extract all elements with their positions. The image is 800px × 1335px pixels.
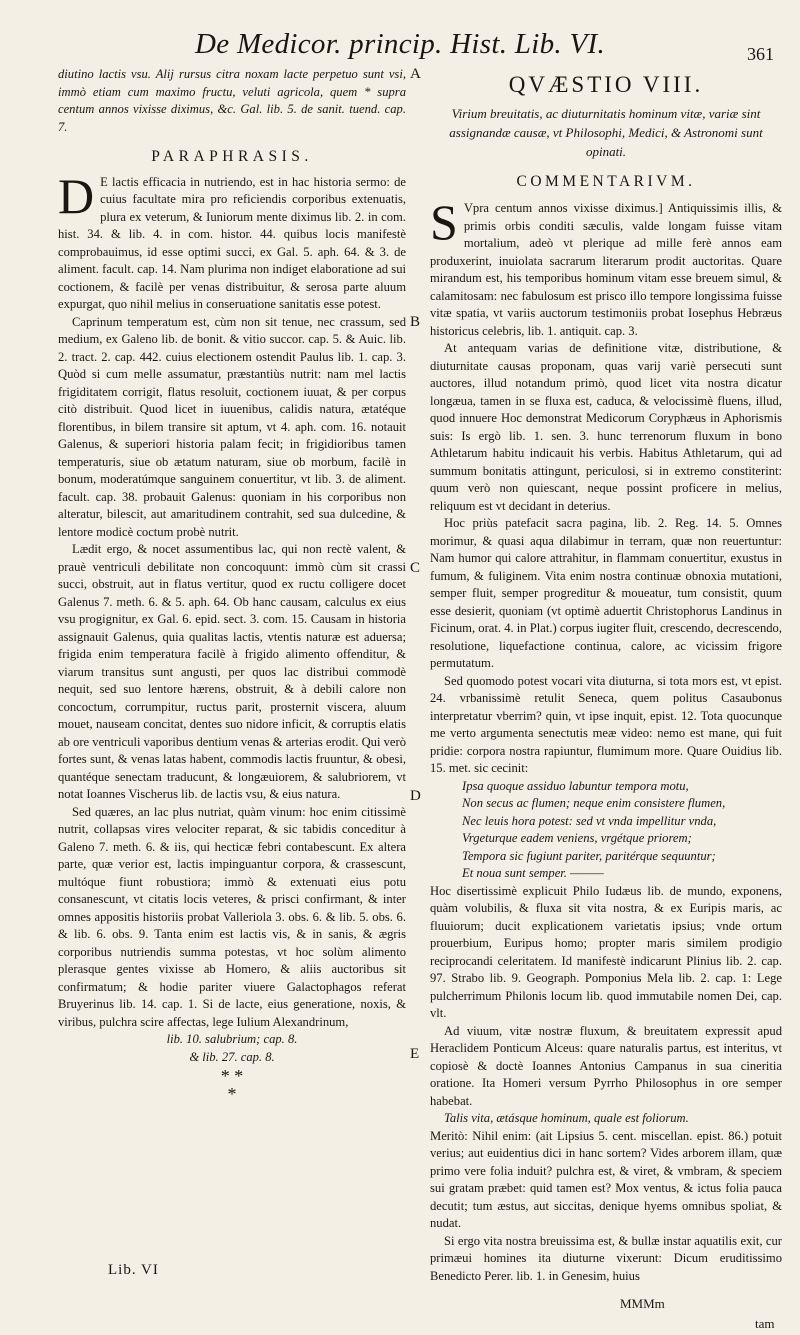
- left-intro-text: diutino lactis vsu. Alij rursus citra noxam lacte perpetuo sunt vsi, immò etiam cum maximo fructu, veluti agricola, quem * supra centum annos vixisse diximus, &c. Gal. lib. 5. de sanit. tuend. cap. 7.: [58, 67, 406, 134]
- verse-line: Vrgeturque eadem veniens, vrgétque priorem;: [462, 831, 692, 845]
- right-paragraph-6: Ad viuum, vitæ nostræ fluxum, & breuitatem expressit apud Heraclidem Ponticum Alceus: quare naturalis partus, est interitus, vt copiosè & doctè Ioannes Antonius Campanus in sua cineritia oratione. Ita Homeri versum Pyrrho Philosophus in ore semper habebat.: [430, 1023, 782, 1108]
- margin-letter-b: B: [410, 314, 421, 330]
- verse-line: Et noua sunt semper. ———: [462, 866, 604, 880]
- right-paragraph-4: Sed quomodo potest vocari vita diuturna, si tota mors est, vt epist. 24. vrbanissimè retulit Seneca, quem politus Casaubonus interpretatur vberrim? quin, vt ipse inquit, epist. 12. Tota quocunque me verto argumenta senectutis meæ video: nemo est mane, qui fuit pridie: corpora nostra rapiuntur, flumimum more. Quare Ouidius lib. 15. met. sic cecinit:: [430, 673, 782, 775]
- left-paragraph-1-text: E lactis efficacia in nutriendo, est in hac historia sermo: de cuius facultate mira pro reficiendis corporibus extenuatis, plura ex veterum, & Iuniorum mente diximus lib. 2. in com. hist. 34. & lib. 4. in com. histor. 44. quibus locis manifestè comprobauimus, id esse optimi succi, ex Gal. 5. aph. 64. & 3. de aliment. facult. cap. 14. Nam plurima non indiget elaboratione ad sui coctionem, & facilè per venas distribuitur, & serosa parte aluum expurgat, quo nihil melius in conseruatione sanitatis esse potest.: [58, 174, 406, 311]
- right-paragraph-3: Hoc priùs patefacit sacra pagina, lib. 2. Reg. 14. 5. Omnes morimur, & quasi aqua dilabimur in terram, quæ non reuertuntur: Nam humor qui calore attrahitur, in flammam conuertitur, exustus in fumum, & fuliginem. Vita enim nostra continuæ obnoxia mutationi, semper fluit, semper progreditur & moueatur, tum consistit, quum esse desierit, quoniam (vt optimè aduertit Christophorus Landinus in Ficinum, orat. 4. in Plat.) corpus iugiter fluit, crescendo, decrescendo, resolutione, liquefactione continua, calore, ac vicissim frigore permutatum.: [430, 516, 782, 670]
- left-paragraph-4: Sed quæres, an lac plus nutriat, quàm vinum: hoc enim citissimè nutrit, collapsas vires velociter reparat, & sic tabidis conceditur à Galeno 7. meth. 6. & iis, qui hecticæ febri contabescunt. Ex altera parte, quæ verior est, lactis impinguantur corpora, & crassescunt, multóque fiunt robustiora; immò & extenuati eius potu consanescunt, vt citatis locis veteres, & prisci confirmant, & inter omnes appositis historiis probat Valleriola 3. obs. 6. & lib. 5. obs. 6. & lib. 6. obs. 9. Tanta enim est lactis vis, & in sanis, & ægris corporibus nutriendis summa potestas, vt hoc solùm alimento plerasque gentes vixisse ab Homero, & aliis auctoribus sit confirmatum; & hodie pariter viuere Galactophagos referat Bruyerinus lib. 14. cap. 1. Si de lacte, eius generatione, noxis, & viribus, pulchra scire affectas, lege Iulium Alexandrinum,: [58, 804, 406, 1029]
- left-paragraph-1: [58, 167, 406, 314]
- right-paragraph-2: At antequam varias de definitione vitæ, distributione, & diuturnitate causas proponam, quas varij variè persecuti sunt auctores, illud notandum primò, quod licet vita nostra dicatur longæua, tamen in se fluxa est, caduca, & velocissimè fluens, illud, quod innuere Hoc demonstrat Medicorum Coryphæus in Aphorismis suis: Is ergò lib. 1. sen. 3. hunc terrenorum fluxum in bono Athletarum habitu indicauit his verbis. Habitus Athletarum, qui ad summum bonitatis attingunt, periculosi, si in extremo constiterint: quum verò non quiescant, neque possint proficere in melius, reliquum est vt decidant in deterius.: [430, 341, 782, 513]
- commentarium-heading: COMMENTARIVM.: [516, 172, 696, 190]
- left-paragraph-2: Caprinum temperatum est, cùm non sit tenue, nec crassum, sed medium, ex Galeno lib. de bonit. & vitio succor. cap. 5. & Auic. lib. 2. tract. 2. cap. 442. cuius electionem ostendit Paulus lib. 1. cap. 3. Quòd si cum melle assumatur, præstantiùs nutrit: nam mel lactis frigiditatem corrigit, flatus resoluit, coctionem iuuat, & per corpus citò distribuit. Quod licet in iuuenibus, calidis natura, ætatéque florentibus, in bilem transire sit aptum, vt 4. aph. com. 16. notauit Galenus, & superiori historia palam fecit; in frigidioribus tamen temperaturis, siue ob ætatum naturam, siue ob morbum, facilè in bonum, moderatúmque sanguinem conuertitur, vt lib. 3. de aliment. facult. cap. 38. probauit Galenus: quoniam in his corporibus non alteratur, bilescit, aut amaritudinem contrahit, sed sua dulcedine, & lentore modicè coctum probè nutrit.: [58, 314, 406, 539]
- right-column: [430, 66, 782, 1285]
- paraphrasis-heading: PARAPHRASIS.: [151, 148, 313, 165]
- running-head: De Medicor. princip. Hist. Lib. VI.: [194, 28, 605, 60]
- left-catchword: Lib. VI: [108, 1262, 159, 1278]
- right-paragraph-5: Hoc disertissimè explicuit Philo Iudæus lib. de mundo, exponens, quàm volubilis, & fluxa sit vita nostra, & ex Euripis maris, ac fluuiorum; ducit explicationem varietatis ipsius; vnde ortum prouerbium, Euripus homo; propter maris similem prodigio reciprocandi celeritatem. Id manifestè indicarunt Plinius lib. 2. cap. 97. Strabo lib. 9. Geograph. Pomponius Mela lib. 2. cap. 1: Lege pulcherrimum Philonis locum lib. quod immutabile nomen Dei, cap. vlt.: [430, 883, 782, 1020]
- verse-line: Ipsa quoque assiduo labuntur tempora motu,: [462, 778, 689, 793]
- ovid-verse: [430, 778, 782, 883]
- right-paragraph-8: Meritò: Nihil enim: (ait Lipsius 5. cent. miscellan. epist. 86.) potuit verius; aut euidentius dici in hanc sortem? Vides arborem illam, quæ primo vere folia induit? pulchra est, & viret, & vmbram, & speciem sui gratam præbet: quid tamen est? Mox ventus, & ictus folia pauca decutit; tum æstus, aut siccitas, denique hyems omnibus spoliat, & nudat.: [430, 1128, 782, 1230]
- drop-cap-d: D: [58, 167, 95, 224]
- quaestio-heading: QVÆSTIO VIII.: [508, 72, 704, 97]
- margin-letter-d: D: [410, 788, 421, 804]
- page-number: 361: [747, 44, 774, 64]
- right-catchword: tam: [755, 1316, 775, 1331]
- right-paragraph-1-text: Vpra centum annos vixisse diximus.] Antiquissimis illis, & primis orbis conditi sæculis, valde longam fuisse vitam mortalium, adeò vt plerique ad mille ferè annos eam produxerint, inuiolata sacrarum literarum prodit auctoritas. Quare mirandum est, his temporibus hominum vitam esse breuem simul, & calamitosam: nec fabulosum est prisco illo tempore longissima fuisse vitæ spatia, vt variis auctorum testimoniis probat Iosephus Hebræus historicus celebris, lib. 1. antiquit. cap. 3.: [430, 201, 782, 338]
- right-paragraph-1: [430, 194, 782, 340]
- margin-letter-e: E: [410, 1046, 420, 1062]
- verse-line: Tempora sic fugiunt pariter, paritérque sequuntur;: [462, 848, 716, 863]
- left-paragraph-3: Lædit ergo, & nocet assumentibus lac, qui non rectè valent, & prauè ventriculi debilitate non concoquunt: immò cùm sit crassi succi, obstruit, aut in flatus vertitur, quod ex ructu colligere docet Galenus 7. meth. 6. & 5. aph. 64. Ob hanc causam, calculus ex eius vsu progignitur, ex Gal. 6. epid. sect. 3. com. 15. Causam in historia assignauit Galenus, quia qualitas lactis, vtentis naturæ est aduersa; frigida enim temperatura facilè à frigido alimento offenditur, & viarum transitus sunt angusti, per quos lac distribui commodè nequit, sed suo lentore hærens, obstruit, & à debili calore non concoctum, corrumpitur, ructus parit, prosternit viscera, aluum mouet, nauseam concitat, dentes suo nidore inficit, & corruptis elatis ab ore ventriculi vaporibus dentium venas & arterias erodit. Qui verò fortes sunt, & venas latas habent, commodis lactis fruuntur, & obesi, quantéque senectam traducunt, & longæuiorem, & salubriorem, vt notat Ioannes Vischerus lib. de lactis vsu, & eius natura.: [58, 542, 406, 801]
- right-paragraph-9: Si ergo vita nostra breuissima est, & bullæ instar aquatilis exit, cur primæui homines ita diuturne vixerunt: Dicum eruditissimo Benedicto Perer. lib. 1. in Genesim, huius: [430, 1233, 782, 1283]
- quaestio-subtitle: Virium breuitatis, ac diuturnitatis hominum vitæ, variæ sint assignandæ causæ, vt Philosophi, Medici, & Astronomi sunt opinati.: [449, 105, 763, 159]
- verse-line: Nec leuis hora potest: sed vt vnda impellitur vnda,: [462, 813, 717, 828]
- asterism-bottom: *: [227, 1084, 237, 1104]
- signature-mark: MMMm: [620, 1296, 665, 1311]
- asterism-top: * *: [220, 1066, 244, 1086]
- homer-verse: Talis vita, ætásque hominum, quale est foliorum.: [444, 1111, 689, 1125]
- left-reference-1: lib. 10. salubrium; cap. 8.: [166, 1032, 298, 1046]
- verse-line: Non secus ac flumen; neque enim consistere flumen,: [462, 796, 726, 810]
- margin-letter-c: C: [410, 560, 421, 576]
- margin-letter-a: A: [410, 66, 421, 82]
- left-column: [58, 66, 406, 1102]
- drop-cap-s: S: [430, 194, 458, 250]
- left-reference-2: & lib. 27. cap. 8.: [189, 1049, 275, 1064]
